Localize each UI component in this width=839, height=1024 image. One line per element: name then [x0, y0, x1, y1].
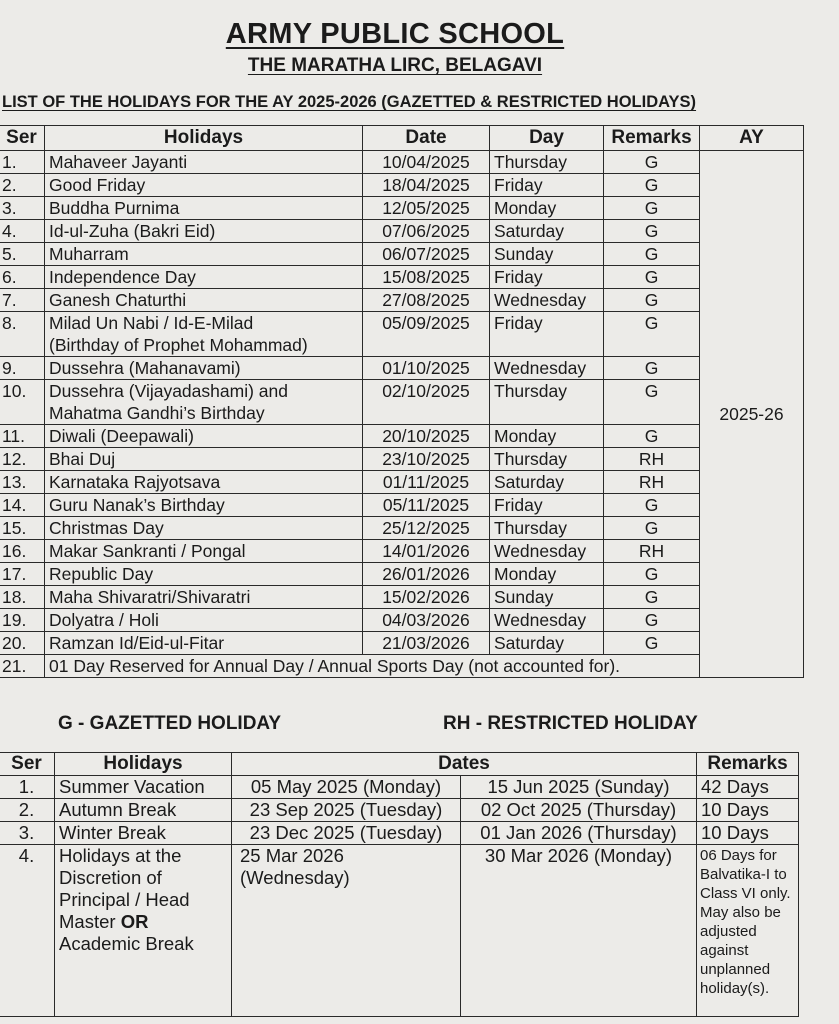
table-row	[0, 845, 799, 1017]
table-row	[0, 494, 804, 517]
col-header-remarks: Remarks	[697, 753, 799, 776]
holiday-day: Thursday	[490, 448, 604, 471]
holiday-day: Saturday	[490, 220, 604, 243]
table-row	[0, 357, 804, 380]
holiday-ser: 2.	[0, 174, 45, 197]
holiday-date: 25/12/2025	[363, 517, 490, 540]
break-ser: 2.	[0, 799, 55, 822]
holiday-name	[45, 517, 363, 540]
col-header-remarks: Remarks	[604, 126, 700, 151]
table-row	[0, 312, 804, 357]
holiday-ser: 20.	[0, 632, 45, 655]
holiday-day: Friday	[490, 312, 604, 357]
holiday-table	[0, 125, 804, 678]
break-remark: 42 Days	[697, 776, 799, 799]
holiday-date: 21/03/2026	[363, 632, 490, 655]
holiday-ser: 3.	[0, 197, 45, 220]
break-table	[0, 752, 799, 1017]
break-remark: 10 Days	[697, 799, 799, 822]
holiday-name	[45, 289, 363, 312]
table-row	[0, 776, 799, 799]
holiday-name	[45, 380, 363, 425]
holiday-name-line: Makar Sankranti / Pongal	[49, 541, 246, 561]
holiday-name-line: Dussehra (Vijayadashami) and	[49, 381, 288, 401]
break-remark: 10 Days	[697, 822, 799, 845]
holiday-remark: RH	[604, 448, 700, 471]
holiday-name-line: Buddha Purnima	[49, 198, 180, 218]
table-row	[0, 563, 804, 586]
break-table-header	[0, 753, 799, 776]
table-row	[0, 289, 804, 312]
holiday-name-line: Karnataka Rajyotsava	[49, 472, 221, 492]
holiday-ser: 13.	[0, 471, 45, 494]
holiday-name	[45, 357, 363, 380]
holiday-ser: 9.	[0, 357, 45, 380]
holiday-day: Sunday	[490, 586, 604, 609]
holiday-name	[45, 586, 363, 609]
table-row	[0, 632, 804, 655]
col-header-holidays: Holidays	[55, 753, 232, 776]
break-to-date: 15 Jun 2025 (Sunday)	[461, 776, 697, 799]
holiday-ser: 14.	[0, 494, 45, 517]
holiday-date: 14/01/2026	[363, 540, 490, 563]
col-header-day: Day	[490, 126, 604, 151]
holiday-name-line: Mahatma Gandhi’s Birthday	[49, 403, 265, 423]
holiday-name-line: Ganesh Chaturthi	[49, 290, 187, 310]
holiday-name	[45, 494, 363, 517]
holiday-day: Saturday	[490, 471, 604, 494]
holiday-name-line: Christmas Day	[49, 518, 164, 538]
holiday-date: 20/10/2025	[363, 425, 490, 448]
holiday-remark: G	[604, 517, 700, 540]
holiday-name-line: Bhai Duj	[49, 449, 116, 469]
holiday-remark: G	[604, 494, 700, 517]
holiday-day: Friday	[490, 266, 604, 289]
break-name-part: Academic Break	[59, 933, 194, 954]
holiday-name	[45, 174, 363, 197]
holiday-day: Monday	[490, 563, 604, 586]
holiday-name	[45, 266, 363, 289]
holiday-ser: 4.	[0, 220, 45, 243]
holiday-name	[45, 540, 363, 563]
holiday-table-header	[0, 126, 804, 151]
break-ser: 4.	[0, 845, 55, 1017]
holiday-remark: G	[604, 425, 700, 448]
holiday-name-line: Ramzan Id/Eid-ul-Fitar	[49, 633, 225, 653]
holiday-name	[45, 471, 363, 494]
holiday-remark: G	[604, 220, 700, 243]
holiday-ser: 11.	[0, 425, 45, 448]
holiday-date: 10/04/2025	[363, 151, 490, 174]
break-ser: 1.	[0, 776, 55, 799]
holiday-name-line: (Birthday of Prophet Mohammad)	[49, 335, 308, 355]
holiday-day: Friday	[490, 174, 604, 197]
col-header-dates: Dates	[232, 753, 697, 776]
table-row	[0, 174, 804, 197]
holiday-ser: 12.	[0, 448, 45, 471]
holiday-name-line: Muharram	[49, 244, 129, 264]
holiday-day: Wednesday	[490, 289, 604, 312]
holiday-ser: 19.	[0, 609, 45, 632]
break-from-date: 23 Dec 2025 (Tuesday)	[232, 822, 461, 845]
holiday-name	[45, 220, 363, 243]
holiday-date: 15/08/2025	[363, 266, 490, 289]
col-header-date: Date	[363, 126, 490, 151]
holiday-date: 07/06/2025	[363, 220, 490, 243]
holiday-name	[45, 151, 363, 174]
holiday-name-line: Guru Nanak’s Birthday	[49, 495, 225, 515]
table-row	[0, 380, 804, 425]
break-name	[55, 845, 232, 1017]
holiday-remark: G	[604, 289, 700, 312]
holiday-date: 06/07/2025	[363, 243, 490, 266]
legend-restricted: RH - RESTRICTED HOLIDAY	[443, 713, 698, 734]
holiday-ser: 17.	[0, 563, 45, 586]
col-header-ser: Ser	[0, 753, 55, 776]
holiday-ser: 6.	[0, 266, 45, 289]
holiday-day: Thursday	[490, 380, 604, 425]
holiday-date: 04/03/2026	[363, 609, 490, 632]
holiday-name	[45, 243, 363, 266]
holiday-date: 26/01/2026	[363, 563, 490, 586]
school-unit: THE MARATHA LIRC, BELAGAVI	[247, 55, 543, 76]
break-to-date: 01 Jan 2026 (Thursday)	[461, 822, 697, 845]
holiday-day: Monday	[490, 425, 604, 448]
holiday-day: Thursday	[490, 517, 604, 540]
holiday-remark: G	[604, 243, 700, 266]
holiday-remark: G	[604, 380, 700, 425]
holiday-name	[45, 197, 363, 220]
holiday-date: 12/05/2025	[363, 197, 490, 220]
break-from-date: 05 May 2025 (Monday)	[232, 776, 461, 799]
col-header-ay: AY	[700, 126, 804, 151]
holiday-name-line: Mahaveer Jayanti	[49, 152, 188, 172]
holiday-day: Friday	[490, 494, 604, 517]
holiday-name-line: Id-ul-Zuha (Bakri Eid)	[49, 221, 216, 241]
holiday-remark: RH	[604, 471, 700, 494]
academic-year-cell: 2025-26	[700, 151, 804, 678]
holiday-list-heading: LIST OF THE HOLIDAYS FOR THE AY 2025-2026 (GAZETTED & RESTRICTED HOLIDAYS)	[2, 93, 697, 111]
holiday-name-line: Dolyatra / Holi	[49, 610, 159, 630]
holiday-date: 27/08/2025	[363, 289, 490, 312]
holiday-remark: G	[604, 586, 700, 609]
table-row	[0, 655, 804, 678]
holiday-remark: G	[604, 609, 700, 632]
break-name: Winter Break	[55, 822, 232, 845]
holiday-name	[45, 425, 363, 448]
holiday-ser: 8.	[0, 312, 45, 357]
holiday-date: 18/04/2025	[363, 174, 490, 197]
table-row	[0, 197, 804, 220]
holiday-remark: G	[604, 266, 700, 289]
holiday-remark: RH	[604, 540, 700, 563]
table-row	[0, 471, 804, 494]
holiday-name-line: Diwali (Deepawali)	[49, 426, 194, 446]
holiday-name-line: Maha Shivaratri/Shivaratri	[49, 587, 251, 607]
holiday-ser: 15.	[0, 517, 45, 540]
holiday-ser: 5.	[0, 243, 45, 266]
holiday-day: Wednesday	[490, 540, 604, 563]
holiday-day: Wednesday	[490, 609, 604, 632]
holiday-remark: G	[604, 312, 700, 357]
holiday-ser: 10.	[0, 380, 45, 425]
holiday-date: 15/02/2026	[363, 586, 490, 609]
break-to-date: 02 Oct 2025 (Thursday)	[461, 799, 697, 822]
holiday-date: 01/11/2025	[363, 471, 490, 494]
holiday-ser: 16.	[0, 540, 45, 563]
table-row	[0, 799, 799, 822]
holiday-day: Sunday	[490, 243, 604, 266]
table-row	[0, 822, 799, 845]
holiday-ser: 7.	[0, 289, 45, 312]
holiday-remark: G	[604, 197, 700, 220]
holiday-date: 02/10/2025	[363, 380, 490, 425]
col-header-holidays: Holidays	[45, 126, 363, 151]
holiday-ser: 18.	[0, 586, 45, 609]
break-name: Summer Vacation	[55, 776, 232, 799]
break-from-date: 25 Mar 2026 (Wednesday)	[232, 845, 461, 1017]
holiday-note: 01 Day Reserved for Annual Day / Annual Sports Day (not accounted for).	[45, 655, 700, 678]
holiday-name	[45, 448, 363, 471]
holiday-day: Wednesday	[490, 357, 604, 380]
holiday-name-line: Milad Un Nabi / Id-E-Milad	[49, 313, 254, 333]
table-row	[0, 425, 804, 448]
holiday-name-line: Good Friday	[49, 175, 146, 195]
holiday-name	[45, 632, 363, 655]
table-row	[0, 220, 804, 243]
break-remark: 06 Days for Balvatika-I to Class VI only. May also be adjusted against unplanned holiday(s).	[697, 845, 799, 1017]
holiday-name	[45, 609, 363, 632]
break-ser: 3.	[0, 822, 55, 845]
holiday-day: Saturday	[490, 632, 604, 655]
holiday-date: 01/10/2025	[363, 357, 490, 380]
holiday-day: Thursday	[490, 151, 604, 174]
holiday-ser: 21.	[0, 655, 45, 678]
holiday-name-line: Independence Day	[49, 267, 196, 287]
holiday-date: 05/09/2025	[363, 312, 490, 357]
holiday-remark: G	[604, 174, 700, 197]
table-row	[0, 243, 804, 266]
holiday-remark: G	[604, 151, 700, 174]
holiday-name-line: Republic Day	[49, 564, 154, 584]
table-row	[0, 151, 804, 174]
holiday-date: 05/11/2025	[363, 494, 490, 517]
legend-gazetted: G - GAZETTED HOLIDAY	[58, 713, 282, 734]
break-name: Autumn Break	[55, 799, 232, 822]
holiday-name-line: Dussehra (Mahanavami)	[49, 358, 241, 378]
break-to-date: 30 Mar 2026 (Monday)	[461, 845, 697, 1017]
table-row	[0, 517, 804, 540]
break-from-date: 23 Sep 2025 (Tuesday)	[232, 799, 461, 822]
holiday-date: 23/10/2025	[363, 448, 490, 471]
table-row	[0, 586, 804, 609]
holiday-name	[45, 312, 363, 357]
holiday-remark: G	[604, 563, 700, 586]
school-name: ARMY PUBLIC SCHOOL	[225, 18, 565, 50]
break-name-or: OR	[120, 911, 149, 932]
table-row	[0, 448, 804, 471]
holiday-remark: G	[604, 357, 700, 380]
holiday-day: Monday	[490, 197, 604, 220]
holiday-remark: G	[604, 632, 700, 655]
table-row	[0, 540, 804, 563]
break-name-part: Holidays at the Discretion of Principal / Head Master	[59, 845, 190, 932]
table-row	[0, 609, 804, 632]
col-header-ser: Ser	[0, 126, 45, 151]
table-row	[0, 266, 804, 289]
holiday-ser: 1.	[0, 151, 45, 174]
holiday-name	[45, 563, 363, 586]
